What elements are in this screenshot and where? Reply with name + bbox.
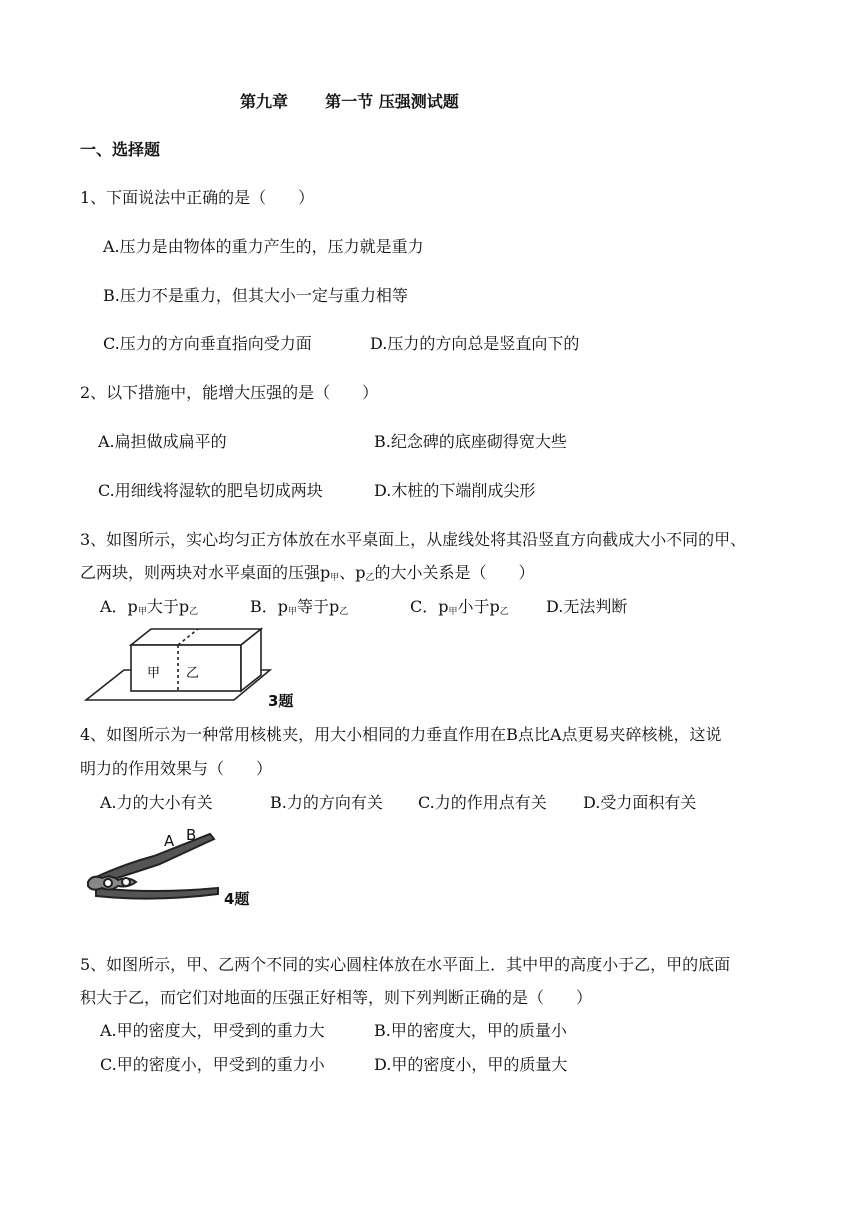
question-1-option-c: C.压力的方向垂直指向受力面 <box>103 334 312 353</box>
question-2-option-a: A.扁担做成扁平的 <box>98 432 227 451</box>
question-2-option-d: D.木桩的下端削成尖形 <box>374 481 536 500</box>
question-4-line-2: 明力的作用效果与（ ） <box>80 759 273 778</box>
section-label: 第一节 压强测试题 <box>325 92 459 111</box>
label-yi: 乙 <box>186 666 200 681</box>
question-5-option-c: C.甲的密度小，甲受到的重力小 <box>100 1055 325 1074</box>
question-1-stem: 1、下面说法中正确的是（ ） <box>80 188 315 207</box>
question-2-option-c: C.用细线将湿软的肥皂切成两块 <box>98 481 323 500</box>
question-1-option-b: B.压力不是重力，但其大小一定与重力相等 <box>103 286 408 305</box>
chapter-label: 第九章 <box>240 92 289 111</box>
label-jia: 甲 <box>147 666 161 681</box>
question-1-option-a: A.压力是由物体的重力产生的，压力就是重力 <box>103 237 424 256</box>
question-4-option-b: B.力的方向有关 <box>270 793 383 812</box>
question-4-option-a: A.力的大小有关 <box>100 793 213 812</box>
question-4-line-1: 4、如图所示为一种常用核桃夹，用大小相同的力垂直作用在B点比A点更易夹碎核桃，这说 <box>80 725 722 744</box>
cube-on-table-figure <box>84 622 274 710</box>
question-3-option-b: B．$p_甲$等于$p_乙$ <box>250 597 349 617</box>
question-3-line-1: 3、如图所示，实心均匀正方体放在水平桌面上，从虚线处将其沿竖直方向截成大小不同的甲、 <box>80 530 747 549</box>
question-5-option-a: A.甲的密度大，甲受到的重力大 <box>100 1021 325 1040</box>
question-3-option-c: C．$p_甲$小于$p_乙$ <box>410 597 509 617</box>
question-3-option-d: D.无法判断 <box>546 597 628 616</box>
figure-3-label: 3题 <box>268 692 294 710</box>
section-heading: 一、选择题 <box>80 140 161 159</box>
figure-4-label: 4题 <box>224 890 250 908</box>
question-5-option-b: B.甲的密度大，甲的质量小 <box>374 1021 567 1040</box>
question-2-stem: 2、以下措施中，能增大压强的是（ ） <box>80 383 379 402</box>
question-1-option-d: D.压力的方向总是竖直向下的 <box>370 334 580 353</box>
nutcracker-figure <box>84 822 234 904</box>
question-4-option-c: C.力的作用点有关 <box>418 793 547 812</box>
question-3-option-a: A．$p_甲$大于$p_乙$ <box>100 597 199 617</box>
point-a-label: A <box>164 832 175 850</box>
question-5-option-d: D.甲的密度小，甲的质量大 <box>374 1055 568 1074</box>
question-5-line-1: 5、如图所示，甲、乙两个不同的实心圆柱体放在水平面上．其中甲的高度小于乙，甲的底面 <box>80 955 731 974</box>
page-title <box>240 92 459 112</box>
question-4-option-d: D.受力面积有关 <box>583 793 697 812</box>
question-2-option-b: B.纪念碑的底座砌得宽大些 <box>374 432 567 451</box>
question-3-line-2: 乙两块，则两块对水平桌面的压强$p_甲$、$p_乙$的大小关系是（ ） <box>80 563 535 583</box>
point-b-label: B <box>186 826 197 844</box>
question-5-line-2: 积大于乙，而它们对地面的压强正好相等，则下列判断正确的是（ ） <box>80 988 593 1007</box>
